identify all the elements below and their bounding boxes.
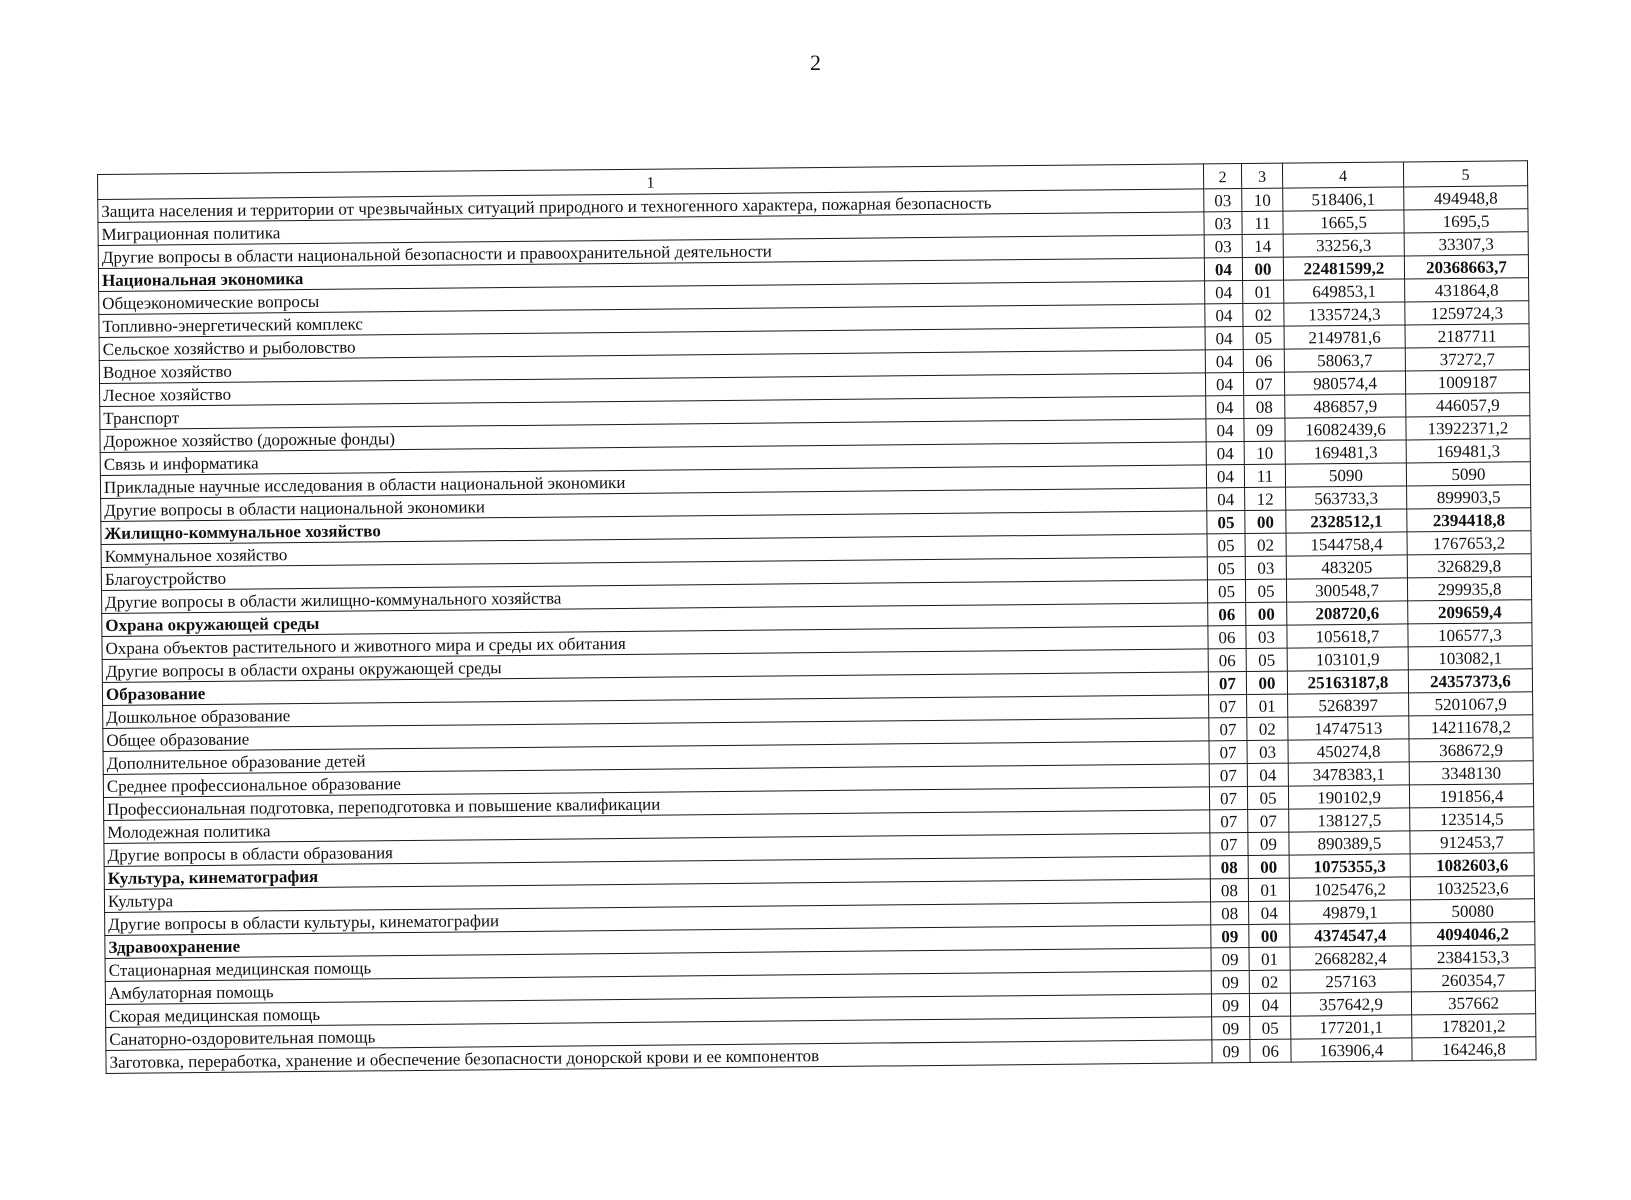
value-col5-cell: 1767653,2 xyxy=(1407,531,1531,555)
budget-table-container xyxy=(97,160,1536,1074)
value-col5-cell: 1695,5 xyxy=(1404,209,1528,233)
value-col4-cell: 2328512,1 xyxy=(1286,509,1407,533)
value-col5-cell: 2384153,3 xyxy=(1411,945,1535,969)
value-col5-cell: 13922371,2 xyxy=(1406,416,1530,440)
subsection-code-cell: 01 xyxy=(1247,694,1288,717)
value-col4-cell: 649853,1 xyxy=(1284,279,1405,303)
subsection-code-cell: 02 xyxy=(1247,717,1288,740)
value-col5-cell: 299935,8 xyxy=(1407,577,1531,601)
subsection-code-cell: 10 xyxy=(1242,188,1283,211)
subsection-code-cell: 09 xyxy=(1248,832,1289,855)
value-col4-cell: 14747513 xyxy=(1288,716,1409,740)
value-col5-cell: 37272,7 xyxy=(1405,347,1529,371)
subsection-code-cell: 05 xyxy=(1245,579,1286,602)
value-col4-cell: 518406,1 xyxy=(1283,187,1404,211)
value-col4-cell: 5268397 xyxy=(1288,693,1409,717)
section-code-cell: 08 xyxy=(1210,878,1248,901)
section-code-cell: 04 xyxy=(1206,442,1244,465)
section-code-cell: 03 xyxy=(1204,189,1242,212)
section-code-cell: 07 xyxy=(1209,740,1247,763)
value-col5-cell: 912453,7 xyxy=(1410,830,1534,854)
subsection-code-cell: 01 xyxy=(1243,280,1284,303)
value-col4-cell: 138127,5 xyxy=(1289,808,1410,832)
subsection-code-cell: 04 xyxy=(1247,763,1288,786)
row-name-cell: Другие вопросы в области жилищно-коммунального хозяйства xyxy=(101,580,1207,614)
row-name-cell: Среднее профессиональное образование xyxy=(103,764,1209,798)
subsection-code-cell: 05 xyxy=(1246,648,1287,671)
subsection-code-cell: 03 xyxy=(1246,625,1287,648)
table-body xyxy=(98,161,1537,1074)
value-col5-cell: 446057,9 xyxy=(1406,393,1530,417)
subsection-code-cell: 00 xyxy=(1249,924,1290,947)
section-code-cell: 08 xyxy=(1210,855,1248,878)
value-col4-cell: 486857,9 xyxy=(1285,394,1406,418)
subsection-code-cell: 04 xyxy=(1249,901,1290,924)
section-code-cell: 07 xyxy=(1209,717,1247,740)
row-name-cell: Заготовка, переработка, хранение и обеспечение безопасности донорской крови и ее компонентов xyxy=(106,1040,1212,1074)
value-col4-cell: 257163 xyxy=(1290,969,1411,993)
row-name-cell: Коммунальное хозяйство xyxy=(101,534,1207,568)
value-col5-cell: 1259724,3 xyxy=(1405,301,1529,325)
section-code-cell: 07 xyxy=(1208,671,1246,694)
value-col4-cell: 980574,4 xyxy=(1284,371,1405,395)
subsection-code-cell: 04 xyxy=(1249,993,1290,1016)
section-code-cell: 05 xyxy=(1207,533,1245,556)
value-col4-cell: 2668282,4 xyxy=(1290,946,1411,970)
value-col5-cell: 326829,8 xyxy=(1407,554,1531,578)
value-col5-cell: 191856,4 xyxy=(1409,784,1533,808)
value-col5-cell: 24357373,6 xyxy=(1408,669,1532,693)
section-code-cell: 04 xyxy=(1206,396,1244,419)
value-col4-cell: 190102,9 xyxy=(1288,785,1409,809)
section-code-cell: 05 xyxy=(1207,579,1245,602)
section-code-cell: 04 xyxy=(1206,419,1244,442)
value-col5-cell: 494948,8 xyxy=(1404,186,1528,210)
value-col5-cell: 169481,3 xyxy=(1406,439,1530,463)
subsection-code-cell: 12 xyxy=(1245,487,1286,510)
value-col5-cell: 431864,8 xyxy=(1405,278,1529,302)
value-col4-cell: 890389,5 xyxy=(1289,831,1410,855)
section-code-cell: 06 xyxy=(1208,602,1246,625)
section-code-cell: 04 xyxy=(1205,373,1243,396)
row-name-cell: Благоустройство xyxy=(101,557,1207,591)
value-col4-cell: 105618,7 xyxy=(1287,624,1408,648)
value-col4-cell: 208720,6 xyxy=(1287,601,1408,625)
subsection-code-cell: 07 xyxy=(1243,372,1284,395)
section-code-cell: 05 xyxy=(1207,556,1245,579)
subsection-code-cell: 00 xyxy=(1246,602,1287,625)
value-col4-cell: 5090 xyxy=(1285,463,1406,487)
subsection-code-cell: 02 xyxy=(1249,970,1290,993)
value-col4-cell: 22481599,2 xyxy=(1283,256,1404,280)
value-col4-cell: 1025476,2 xyxy=(1289,877,1410,901)
value-col4-cell: 58063,7 xyxy=(1284,348,1405,372)
subsection-code-cell: 05 xyxy=(1247,786,1288,809)
section-code-cell: 07 xyxy=(1209,694,1247,717)
subsection-code-cell: 06 xyxy=(1250,1039,1291,1062)
subsection-code-cell: 09 xyxy=(1244,418,1285,441)
subsection-code-cell: 14 xyxy=(1242,234,1283,257)
value-col5-cell: 2394418,8 xyxy=(1407,508,1531,532)
section-code-cell: 09 xyxy=(1211,970,1249,993)
value-col4-cell: 2149781,6 xyxy=(1284,325,1405,349)
section-code-cell: 06 xyxy=(1208,648,1246,671)
subsection-code-cell: 08 xyxy=(1244,395,1285,418)
value-col5-cell: 5090 xyxy=(1406,462,1530,486)
value-col5-cell: 50080 xyxy=(1411,899,1535,923)
value-col4-cell: 177201,1 xyxy=(1291,1015,1412,1039)
row-name-cell: Лесное хозяйство xyxy=(100,373,1206,407)
section-code-cell: 03 xyxy=(1204,235,1242,258)
subsection-code-cell: 01 xyxy=(1248,878,1289,901)
column-number-2: 2 xyxy=(1203,164,1241,189)
value-col4-cell: 169481,3 xyxy=(1285,440,1406,464)
subsection-code-cell: 02 xyxy=(1243,303,1284,326)
row-name-cell: Другие вопросы в области национальной экономики xyxy=(101,488,1207,522)
value-col4-cell: 1544758,4 xyxy=(1286,532,1407,556)
column-number-4: 4 xyxy=(1282,162,1403,188)
row-name-cell: Дополнительное образование детей xyxy=(103,741,1209,775)
value-col4-cell: 1665,5 xyxy=(1283,210,1404,234)
section-code-cell: 04 xyxy=(1205,304,1243,327)
row-name-cell: Амбулаторная помощь xyxy=(105,971,1211,1005)
section-code-cell: 08 xyxy=(1211,901,1249,924)
value-col4-cell: 450274,8 xyxy=(1288,739,1409,763)
value-col4-cell: 1335724,3 xyxy=(1284,302,1405,326)
row-name-cell: Прикладные научные исследования в области национальной экономики xyxy=(100,465,1206,499)
subsection-code-cell: 11 xyxy=(1242,211,1283,234)
section-code-cell: 07 xyxy=(1210,809,1248,832)
subsection-code-cell: 00 xyxy=(1245,510,1286,533)
row-name-cell: Водное хозяйство xyxy=(99,350,1205,384)
value-col5-cell: 260354,7 xyxy=(1411,968,1535,992)
section-code-cell: 04 xyxy=(1204,258,1242,281)
row-name-cell: Другие вопросы в области культуры, кинематографии xyxy=(105,902,1211,936)
value-col5-cell: 33307,3 xyxy=(1404,232,1528,256)
value-col5-cell: 3348130 xyxy=(1409,761,1533,785)
value-col4-cell: 25163187,8 xyxy=(1287,670,1408,694)
subsection-code-cell: 00 xyxy=(1246,671,1287,694)
value-col5-cell: 106577,3 xyxy=(1408,623,1532,647)
value-col5-cell: 164246,8 xyxy=(1412,1037,1536,1061)
value-col5-cell: 1082603,6 xyxy=(1410,853,1534,877)
row-name-cell: Общее образование xyxy=(103,718,1209,752)
section-code-cell: 09 xyxy=(1211,924,1249,947)
section-code-cell: 04 xyxy=(1205,350,1243,373)
row-name-cell: Сельское хозяйство и рыболовство xyxy=(99,327,1205,361)
value-col5-cell: 2187711 xyxy=(1405,324,1529,348)
subsection-code-cell: 02 xyxy=(1245,533,1286,556)
value-col5-cell: 1032523,6 xyxy=(1410,876,1534,900)
subsection-code-cell: 00 xyxy=(1242,257,1283,280)
row-name-cell: Санаторно-оздоровительная помощь xyxy=(106,1017,1212,1051)
value-col5-cell: 899903,5 xyxy=(1407,485,1531,509)
subsection-code-cell: 11 xyxy=(1244,464,1285,487)
row-name-cell: Миграционная политика xyxy=(98,212,1204,246)
subsection-code-cell: 06 xyxy=(1243,349,1284,372)
value-col4-cell: 16082439,6 xyxy=(1285,417,1406,441)
section-code-cell: 04 xyxy=(1207,487,1245,510)
row-name-cell: Жилищно-коммунальное хозяйство xyxy=(101,511,1207,545)
section-code-cell: 09 xyxy=(1212,1039,1250,1062)
value-col4-cell: 357642,9 xyxy=(1290,992,1411,1016)
row-name-cell: Культура xyxy=(104,879,1210,913)
row-name-cell: Национальная экономика xyxy=(98,258,1204,292)
budget-table xyxy=(97,160,1537,1074)
row-name-cell: Образование xyxy=(102,672,1208,706)
value-col5-cell: 123514,5 xyxy=(1410,807,1534,831)
row-name-cell: Стационарная медицинская помощь xyxy=(105,948,1211,982)
value-col5-cell: 20368663,7 xyxy=(1404,255,1528,279)
value-col4-cell: 103101,9 xyxy=(1287,647,1408,671)
section-code-cell: 09 xyxy=(1211,947,1249,970)
subsection-code-cell: 07 xyxy=(1248,809,1289,832)
value-col5-cell: 1009187 xyxy=(1405,370,1529,394)
row-name-cell: Молодежная политика xyxy=(104,810,1210,844)
value-col5-cell: 209659,4 xyxy=(1408,600,1532,624)
row-name-cell: Другие вопросы в области национальной безопасности и правоохранительной деятельности xyxy=(98,235,1204,269)
row-name-cell: Охрана объектов растительного и животного мира и среды их обитания xyxy=(102,626,1208,660)
row-name-cell: Культура, кинематография xyxy=(104,856,1210,890)
row-name-cell: Транспорт xyxy=(100,396,1206,430)
section-code-cell: 03 xyxy=(1204,212,1242,235)
row-name-cell: Другие вопросы в области охраны окружающей среды xyxy=(102,649,1208,683)
row-name-cell: Скорая медицинская помощь xyxy=(105,994,1211,1028)
section-code-cell: 09 xyxy=(1212,1016,1250,1039)
section-code-cell: 04 xyxy=(1205,281,1243,304)
subsection-code-cell: 00 xyxy=(1248,855,1289,878)
value-col5-cell: 14211678,2 xyxy=(1409,715,1533,739)
subsection-code-cell: 03 xyxy=(1247,740,1288,763)
section-code-cell: 05 xyxy=(1207,510,1245,533)
section-code-cell: 07 xyxy=(1209,763,1247,786)
subsection-code-cell: 05 xyxy=(1243,326,1284,349)
section-code-cell: 04 xyxy=(1205,327,1243,350)
column-number-5: 5 xyxy=(1403,161,1527,187)
value-col4-cell: 3478383,1 xyxy=(1288,762,1409,786)
row-name-cell: Связь и информатика xyxy=(100,442,1206,476)
subsection-code-cell: 03 xyxy=(1245,556,1286,579)
row-name-cell: Другие вопросы в области образования xyxy=(104,833,1210,867)
value-col4-cell: 300548,7 xyxy=(1286,578,1407,602)
row-name-cell: Общеэкономические вопросы xyxy=(99,281,1205,315)
row-name-cell: Профессиональная подготовка, переподготовка и повышение квалификации xyxy=(103,787,1209,821)
section-code-cell: 04 xyxy=(1206,464,1244,487)
value-col5-cell: 5201067,9 xyxy=(1409,692,1533,716)
page-number: 2 xyxy=(810,50,821,75)
value-col5-cell: 357662 xyxy=(1411,991,1535,1015)
row-name-cell: Защита населения и территории от чрезвычайных ситуаций природного и техногенного характера, пожарная безопасность xyxy=(98,189,1204,223)
value-col4-cell: 4374547,4 xyxy=(1290,923,1411,947)
value-col5-cell: 103082,1 xyxy=(1408,646,1532,670)
value-col4-cell: 33256,3 xyxy=(1283,233,1404,257)
row-name-cell: Дорожное хозяйство (дорожные фонды) xyxy=(100,419,1206,453)
section-code-cell: 09 xyxy=(1211,993,1249,1016)
subsection-code-cell: 01 xyxy=(1249,947,1290,970)
value-col5-cell: 4094046,2 xyxy=(1411,922,1535,946)
row-name-cell: Топливно-энергетический комплекс xyxy=(99,304,1205,338)
value-col4-cell: 163906,4 xyxy=(1291,1038,1412,1062)
value-col4-cell: 1075355,3 xyxy=(1289,854,1410,878)
value-col4-cell: 563733,3 xyxy=(1286,486,1407,510)
section-code-cell: 06 xyxy=(1208,625,1246,648)
row-name-cell: Здравоохранение xyxy=(105,925,1211,959)
section-code-cell: 07 xyxy=(1210,832,1248,855)
value-col4-cell: 49879,1 xyxy=(1290,900,1411,924)
value-col5-cell: 368672,9 xyxy=(1409,738,1533,762)
column-number-1: 1 xyxy=(98,164,1204,200)
subsection-code-cell: 05 xyxy=(1250,1016,1291,1039)
subsection-code-cell: 10 xyxy=(1244,441,1285,464)
value-col5-cell: 178201,2 xyxy=(1412,1014,1536,1038)
row-name-cell: Охрана окружающей среды xyxy=(102,603,1208,637)
section-code-cell: 07 xyxy=(1209,786,1247,809)
column-number-3: 3 xyxy=(1241,163,1282,188)
value-col4-cell: 483205 xyxy=(1286,555,1407,579)
row-name-cell: Дошкольное образование xyxy=(103,695,1209,729)
